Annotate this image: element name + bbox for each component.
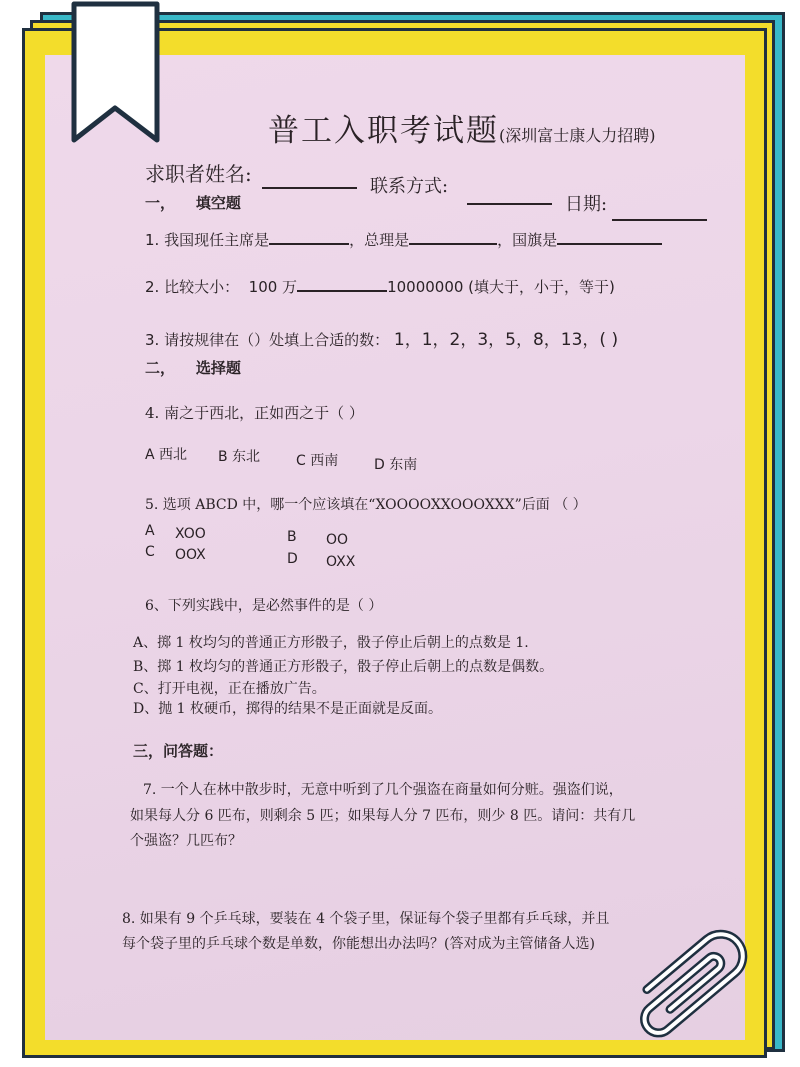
question-7-line-1: 7. 一个人在林中散步时，无意中听到了几个强盗在商量如何分赃。强盗们说， [143, 782, 623, 798]
contact-blank [467, 202, 552, 205]
q4-option-c: C 西南 [296, 453, 339, 469]
q4-option-a: A 西北 [145, 447, 188, 463]
question-7-line-3: 个强盗？几匹布？ [130, 833, 242, 849]
question-5: 5. 选项 ABCD 中，哪一个应该填在“XOOOOXXOOOXXX”后面 （ ） [145, 497, 587, 513]
q5-option-a-letter: A [145, 523, 155, 539]
q6-option-b: B、掷 1 枚均匀的普通正方形骰子，骰子停止后朝上的点数是偶数。 [133, 659, 554, 675]
section2-heading: 二， 选择题 [145, 359, 241, 377]
question-4: 4. 南之于西北，正如西之于（ ） [145, 404, 364, 422]
paperclip-icon [618, 920, 768, 1060]
q4-option-b: B 东北 [218, 449, 261, 465]
q6-option-c: C、打开电视，正在播放广告。 [133, 681, 326, 697]
date-blank [612, 218, 707, 221]
q5-option-a-value: XOO [175, 526, 206, 542]
name-label: 求职者姓名: [145, 162, 252, 186]
q4-option-d: D 东南 [374, 457, 418, 473]
q5-option-d-letter: D [287, 551, 298, 567]
question-1: 1. 我国现任主席是 ，总理是 ，国旗是 [145, 229, 662, 250]
q5-option-b-value: OO [326, 532, 349, 548]
question-7-line-2: 如果每人分 6 匹布，则剩余 5 匹；如果每人分 7 匹布，则少 8 匹。请问：共有几 [130, 808, 636, 824]
q5-option-c-value: OOX [175, 547, 206, 563]
name-blank [262, 186, 357, 189]
question-2: 2. 比较大小： 100 万 10000000 (填大于，小于，等于) [145, 278, 615, 296]
question-6: 6、下列实践中，是必然事件的是（ ） [145, 598, 383, 614]
contact-label: 联系方式: [370, 176, 449, 197]
q5-option-b-letter: B [287, 529, 297, 545]
page-title: 普工入职考试题(深圳富士康人力招聘) [268, 113, 656, 149]
q5-option-c-letter: C [145, 544, 155, 560]
question-8-line-1: 8. 如果有 9 个乒乓球，要装在 4 个袋子里，保证每个袋子里都有乒乓球，并且 [122, 911, 610, 927]
date-label: 日期: [565, 194, 608, 215]
question-8-line-2: 每个袋子里的乒乓球个数是单数，你能想出办法吗？(答对成为主管储备人选) [122, 936, 595, 952]
bookmark-icon [68, 0, 163, 145]
section3-heading: 三，问答题： [133, 742, 224, 760]
q5-option-d-value: OXX [326, 554, 356, 570]
section1-heading: 一， 填空题 [145, 194, 241, 212]
question-3: 3. 请按规律在（）处填上合适的数： 1，1，2，3，5，8，13，( ) [145, 330, 619, 350]
q6-option-d: D、抛 1 枚硬币，掷得的结果不是正面就是反面。 [133, 701, 443, 717]
q6-option-a: A、掷 1 枚均匀的普通正方形骰子，骰子停止后朝上的点数是 1. [133, 635, 529, 651]
